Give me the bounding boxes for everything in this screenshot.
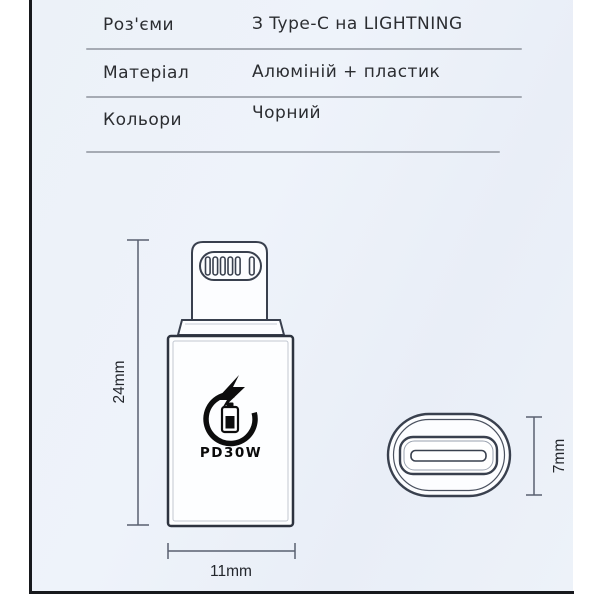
spec-label-colors: Кольори: [103, 110, 183, 130]
spec-value-connectors: З Type-C на LIGHTNING: [252, 14, 463, 34]
spec-label-connectors: Роз'єми: [103, 15, 175, 35]
spec-value-colors: Чорний: [252, 103, 322, 123]
port-height-dimension: [526, 417, 542, 495]
port-receptacle: [400, 437, 497, 474]
adapter-front-view: [168, 242, 293, 526]
adapter-collar: [178, 320, 284, 335]
usb-c-port-view: [388, 414, 510, 496]
spec-label-material: Матеріал: [103, 63, 190, 83]
battery-icon: [222, 403, 238, 433]
port-height-dimension-label: 7mm: [551, 438, 568, 474]
spec-value-material: Алюміній + пластик: [252, 62, 441, 82]
logo-wattage-text: PD30W: [199, 445, 263, 461]
width-dimension-label: 11mm: [210, 563, 252, 580]
height-dimension-label: 24mm: [111, 360, 128, 404]
height-dimension: [127, 240, 149, 525]
width-dimension: [168, 543, 295, 559]
